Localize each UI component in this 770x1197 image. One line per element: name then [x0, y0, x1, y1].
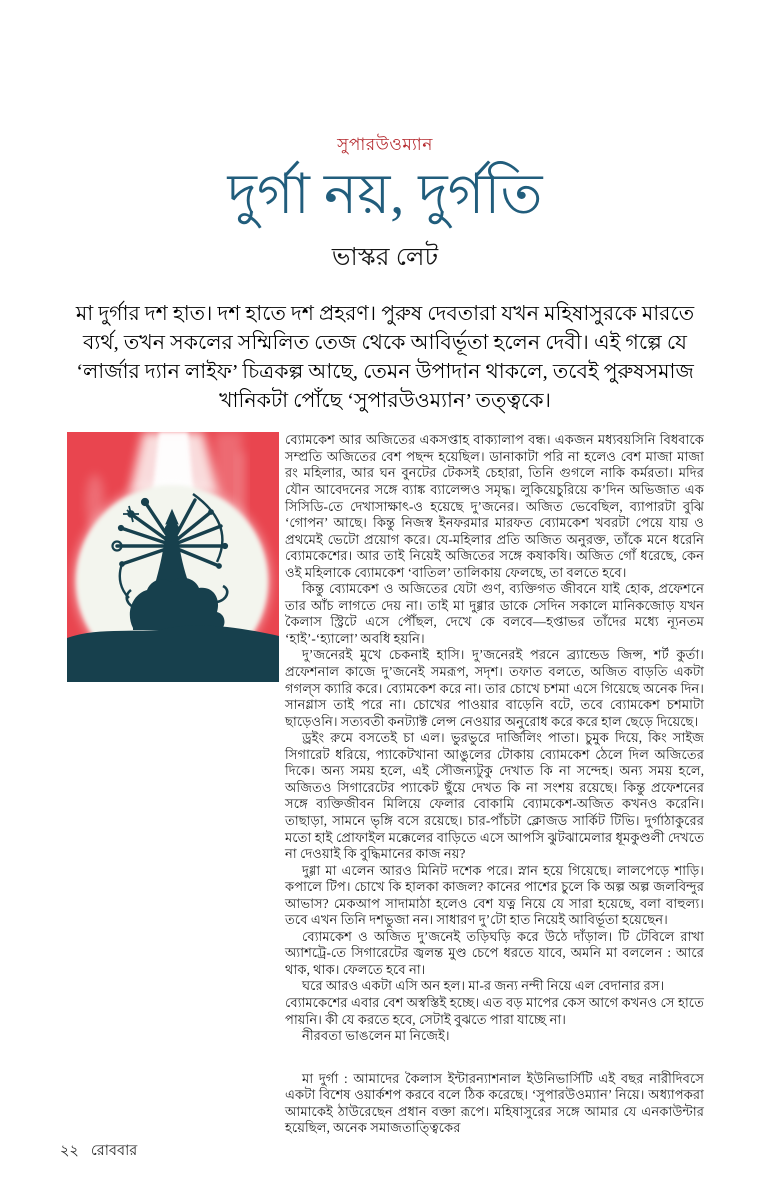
illustration-column — [67, 432, 279, 682]
article-paragraph: ঘরে আরও একটা এসি অন হল। মা-র জন্য নন্দী নিয়ে এল বেদানার রস। — [302, 978, 665, 994]
page-number: ২২ — [60, 1143, 79, 1159]
article-paragraph: দু’জনেরই মুখে চেকনাই হাসি। দু’জনেরই পরনে ব্র্যান্ডেড জিন্স, শর্ট কুর্তা। প্রফেশনাল কাজে দু’জনেই সমরূপ, সদৃশ। তফাত বলতে, অজিত বাড়তি একটা গগল্স ক্যারি করে। ব্যোমকেশ করে না। তার চোখে চশমা এসে গিয়েছে অনেক দিন। সানগ্লাস তাই পরে না। চোখের পাওয়ার বাড়েনি বটে, তবে ব্যোমকেশ চশমাটা ছাড়েওনি। সত্যবতী কনট্যাক্ট লেন্স নেওয়ার অনুরোধ করে করে হাল ছেড়ে দিয়েছে। — [285, 647, 704, 729]
durga-silhouette-illustration — [67, 432, 279, 682]
hill-silhouette — [67, 626, 279, 683]
article-paragraph: নীরবতা ভাঙলেন মা নিজেই। — [302, 1028, 450, 1044]
magazine-name: রোববার — [90, 1143, 138, 1159]
article-title: দুর্গা নয়, দুর্গতি — [227, 164, 543, 226]
article-header — [0, 0, 770, 280]
article-paragraph: মা দুর্গা : আমাদের কৈলাস ইন্টারন্যাশনাল ইউনিভার্সিটি এই বছর নারীদিবসে একটা বিশেষ ওয়ার্কশপ করবে বলে ঠিক করেছে। ‘সুপারউওম্যান’ নিয়ে। অধ্যাপকরা আমাকেই ঠাউরেছেন প্রধান বক্তা রূপে। মহিষাসুরের সঙ্গে আমার যে এনকাউন্টার হয়েছিল, অনেক সমাজতাত্ত্বিকের — [285, 1070, 704, 1136]
article-text-column — [285, 432, 704, 1136]
article-paragraph: কিন্তু ব্যোমকেশ ও অজিতের যেটা গুণ, ব্যক্তিগত জীবনে যাই হোক, প্রফেশনে তার আঁচ লাগতে দেয় না। তাই মা দুগ্গার ডাকে সেদিন সকালে মানিকজোড় যখন কৈলাস স্ট্রিটে এসে পৌঁছল, দেখে কে বলবে—হপ্তাভর তাঁদের মধ্যে ন্যূনতম ‘হাই’-‘হ্যালো’ অবধি হয়নি। — [285, 581, 704, 646]
article-paragraph: ড্রইং রুমে বসতেই চা এল। ভুরভুরে দার্জিলিং পাতা। চুমুক দিয়ে, কিং সাইজ সিগারেট ধরিয়ে, প্যাকেটখানা আঙুলের টোকায় ব্যোমকেশ ঠেলে দিল অজিতের দিকে। অন্য সময় হলে, এই সৌজন্যটুকু দেখাত কি না সন্দেহ। অন্য সময় হলে, অজিতও সিগারেটের প্যাকেট ছুঁয়ে দেখত কি না সংশয় রয়েছে। কিন্তু প্রফেশনের সঙ্গে ব্যক্তিজীবন মিলিয়ে ফেলার বোকামি ব্যোমকেশ-অজিত কখনও করেনি। তাছাড়া, সামনে ভৃঙ্গি বসে রয়েছে। চার-পাঁচটা ক্লোজড সার্কিট টিভি। দুর্গাঠাকুরের মতো হাই প্রোফাইল মক্কেলের বাড়িতে এসে আপসি ঝুটঝামেলার ধূমকুণ্ডলী দেখতে না দেওয়াই কি বুদ্ধিমানের কাজ নয়? — [285, 730, 704, 862]
section-kicker: সুপারউওম্যান — [337, 135, 433, 154]
article-standfirst: মা দুর্গার দশ হাত। দশ হাতে দশ প্রহরণ। পুরুষ দেবতারা যখন মহিষাসুরকে মারতে ব্যর্থ, তখন সকলের সম্মিলিত তেজ থেকে আবির্ভূতা হলেন দেবী। এই গল্পে যে ‘লার্জার দ্যান লাইফ’ চিত্রকল্প আছে, তেমন উপাদান থাকলে, তবেই পুরুষসমাজ খানিকটা পোঁছে ‘সুপারউওম্যান’ তত্ত্বকে। — [75, 303, 695, 412]
article-paragraph: দুগ্গা মা এলেন আরও মিনিট দশেক পরে। স্নান হয়ে গিয়েছে। লালপেড়ে শাড়ি। কপালে টিপ। চোখে কি হালকা কাজল? কানের পাশের চুলে কি অল্প অল্প জলবিন্দুর আভাস? মেকআপ সাদামাঠা হলেও বেশ যত্ন নিয়ে যে সারা হয়েছে, বলা বাহুল্য। তবে এখন তিনি দশভুজা নন। সাধারণ দু’টো হাত নিয়েই আবির্ভূতা হয়েছেন। — [285, 862, 704, 928]
page-footer — [60, 1140, 137, 1164]
article-paragraph: ব্যোমকেশ ও অজিত দু’জনেই তড়িঘড়ি করে উঠে দাঁড়াল। টি টেবিলে রাখা অ্যাশট্রে-তে সিগারেটের জ্বলন্ত মুণ্ড চেপে ধরতে যাবে, অমনি মা বললেন : আরে থাক, থাক। ফেলতে হবে না। — [285, 928, 704, 977]
article-paragraph: ব্যোমকেশের এবার বেশ অস্বস্তিই হচ্ছে। এত বড় মাপের কেস আগে কখনও সে হাতে পায়নি। কী যে করতে হবে, সেটাই বুঝতে পারা যাচ্ছে না। — [285, 994, 704, 1027]
article-paragraph: ব্যোমকেশ আর অজিতের একসপ্তাহ বাক্যালাপ বন্ধ। একজন মধ্যবয়সিনি বিধবাকে সম্প্রতি অজিতের বেশ পছন্দ হয়েছিল। ডানাকাটা পরি না হলেও বেশ মাজা মাজা রং মহিলার, আর ঘন বুনটের টেকসই চেহারা, তিনি গুগলে নাকি কর্মরতা। মদির যৌন আবেদনের সঙ্গে ব্যাঙ্ক ব্যালেন্সও সমৃদ্ধ। লুকিয়েচুরিয়ে ক’দিন অভিজাত এক সিসিডি-তে দেখাসাক্ষাৎ-ও হয়েছে দু’জনের। অজিত ভেবেছিল, ব্যাপারটা বুঝি ‘গোপন’ আছে। কিন্তু নিজস্ব ইনফরমার মারফত ব্যোমকেশ খবরটা পেয়ে যায় ও প্রথমেই ভেটো প্রয়োগ করে। যে-মহিলার প্রতি অজিত অনুরক্ত, তাঁকে মনে ধরেনি ব্যোমকেশের। আর তাই নিয়েই অজিতের সঙ্গে কষাকষি। অজিত গোঁ ধরেছে, কেন ওই মহিলাকে ব্যোমকেশ ‘বাতিল’ তালিকায় ফেলছে, তা বলতে হবে। — [285, 432, 704, 580]
article-author: ভাস্কর লেট — [331, 244, 439, 272]
article-body — [0, 432, 770, 1136]
